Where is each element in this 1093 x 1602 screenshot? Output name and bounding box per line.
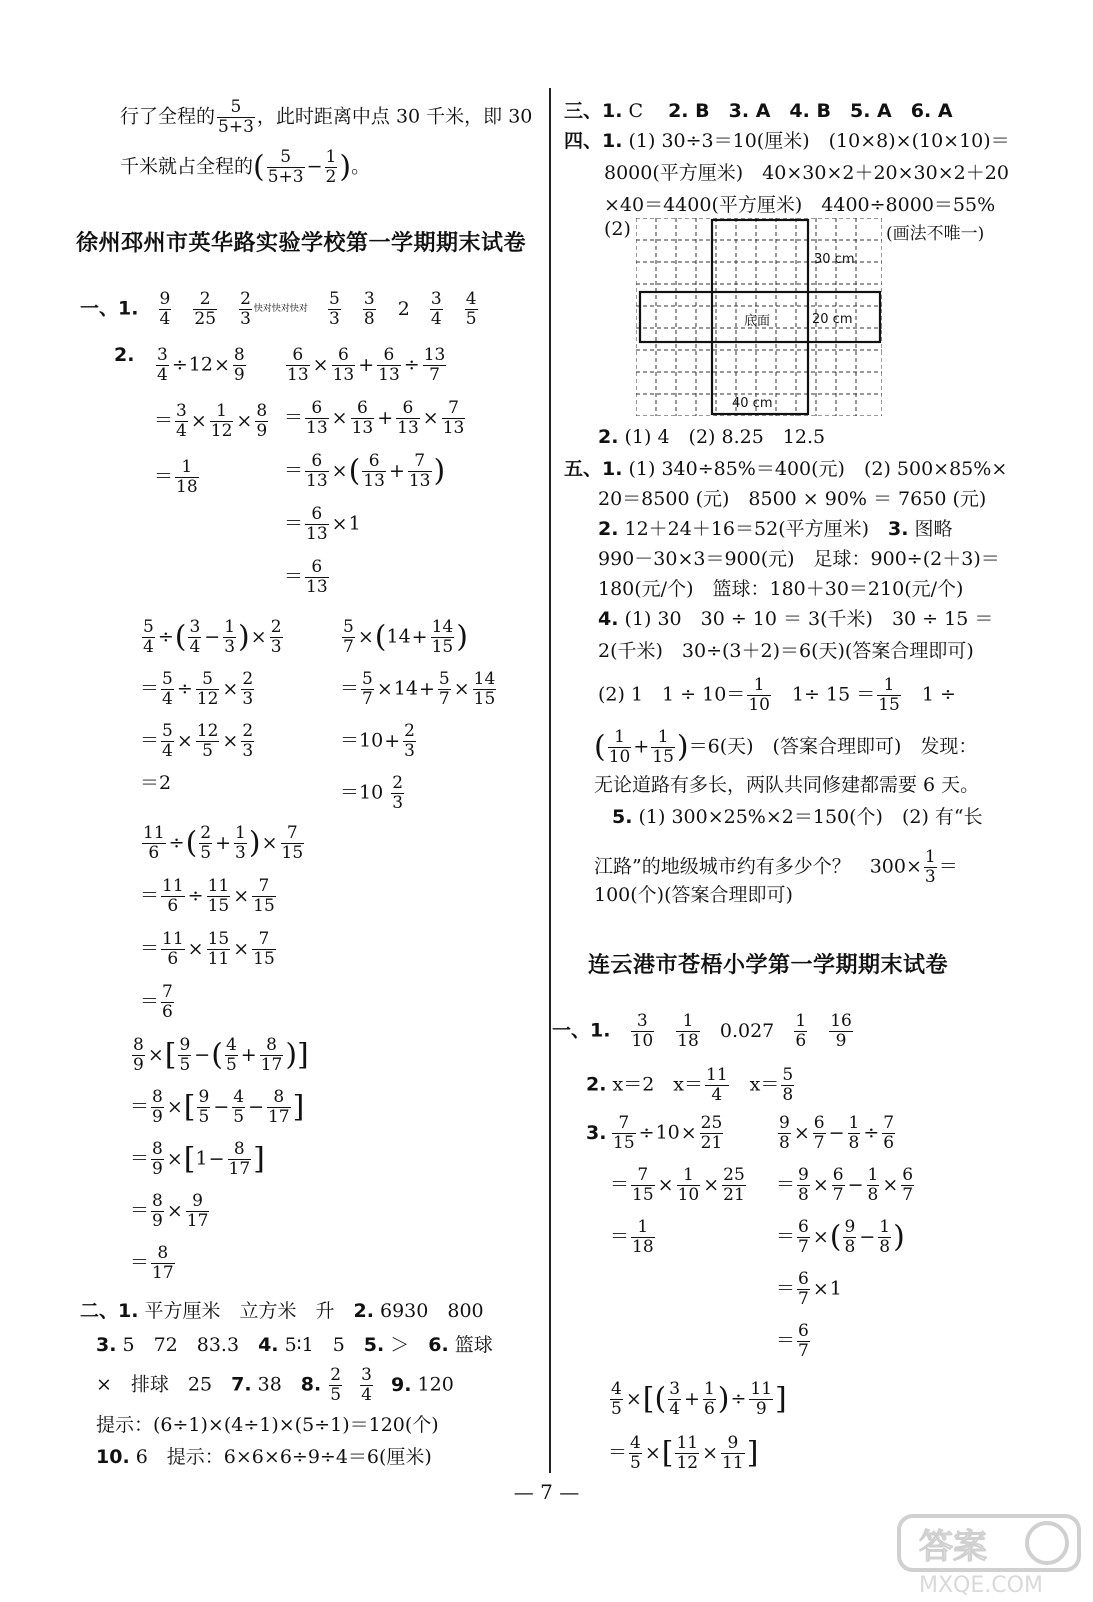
calc-line: ＝ $\frac{11}{6}$ ÷ $\frac{11}{15}$ × $\frac{7}{15}$	[140, 876, 275, 917]
calc-line: ＝ $\frac{6}{13}$ ×1	[284, 504, 361, 545]
fraction: $\frac{2}{5}$	[330, 1365, 342, 1406]
calc-line: ＝10 $\frac{2}{3}$	[340, 773, 404, 814]
fraction: $\frac{3}{10}$	[631, 1011, 654, 1052]
p2-line-2: 2. x＝2 x＝ $\frac{11}{4}$ x＝ $\frac{5}{8}$	[586, 1065, 794, 1106]
calc-line: ＝ $\frac{9}{8}$ × $\frac{6}{7}$ − $\frac{1}{8}$ × $\frac{6}{7}$	[776, 1165, 914, 1206]
wu-line-12: 江路”的地级城市约有多少个？ 300× $\frac{1}{3}$ ＝	[594, 847, 958, 888]
wu-line-1: 五、1. (1) 340÷85%＝400(元) (2) 500×85%×	[564, 458, 1008, 480]
calc-line: $\frac{6}{13}$ × $\frac{6}{13}$ + $\frac{6}{13}$ ÷ $\frac{13}{7}$	[287, 345, 446, 386]
wu-line-11: 5. (1) 300×25%×2＝150(个) (2) 有“长	[612, 806, 983, 828]
calc-line: ＝2	[140, 772, 172, 794]
svg-text:MXQE.COM: MXQE.COM	[919, 1573, 1043, 1598]
calc-line: $\frac{9}{8}$ × $\frac{6}{7}$ − $\frac{1}{8}$ ÷ $\frac{7}{6}$	[779, 1113, 895, 1154]
column-divider	[549, 88, 551, 1473]
calc-line: $\frac{5}{7}$ ×(14+ $\frac{14}{15}$ )	[343, 617, 468, 658]
fraction: $\frac{3}{4}$	[430, 289, 442, 330]
net-diagram	[636, 218, 882, 416]
calc-line: ＝ $\frac{5}{7}$ ×14+ $\frac{5}{7}$ × $\frac{14}{15}$	[340, 669, 496, 710]
fraction: $\frac{9}{4}$	[159, 289, 171, 330]
label-30cm: 30 cm	[814, 252, 855, 267]
intro-text: 行了全程的	[120, 105, 216, 128]
calc-line: ＝ $\frac{1}{18}$	[154, 457, 198, 498]
intro-text: 千米就占全程的	[120, 155, 254, 178]
fraction: $\frac{1}{10}$	[748, 675, 770, 716]
calc-line: $\frac{7}{15}$ ÷10× $\frac{25}{21}$	[613, 1113, 723, 1154]
exam-title-2: 连云港市苍梧小学第一学期期末试卷	[588, 953, 949, 978]
san-line: 三、1. C 2. B 3. A 4. B 5. A 6. A	[564, 100, 953, 122]
fraction: $\frac{3}{4}$	[361, 1365, 372, 1406]
calc-line: ＝ $\frac{8}{17}$	[130, 1243, 174, 1284]
fraction: $\frac{1}{6}$	[795, 1011, 807, 1052]
intro-line-2: 千米就占全程的( $\frac{5}{5+3}$ − $\frac{1}{2}$ )。	[120, 147, 371, 188]
calc-line: ＝ $\frac{3}{4}$ × $\frac{1}{12}$ × $\frac{8}{9}$	[154, 401, 268, 442]
intro-text: ，此时距离中点 30 千米，即 30	[256, 105, 533, 128]
p2-q3-label: 3.	[586, 1122, 607, 1144]
si-line-5: 2. (1) 4 (2) 8.25 12.5	[598, 426, 826, 448]
exam-title-1: 徐州邳州市英华路实验学校第一学期期末试卷	[76, 231, 527, 256]
watermark-logo	[889, 1508, 1089, 1598]
wu-line-4: 990－30×3＝900(元) 足球：900÷(2＋3)＝	[598, 548, 1000, 570]
wu-line-6: 4. (1) 30 30 ÷ 10 ＝ 3(千米) 30 ÷ 15 ＝	[598, 608, 994, 630]
calc-line: ＝10+ $\frac{2}{3}$	[340, 721, 415, 762]
label-20cm: 20 cm	[812, 312, 853, 327]
q-er-line-2: 3. 5 72 83.3 4. 5∶1 5 5. ＞ 6. 篮球	[96, 1334, 493, 1356]
fraction: $\frac{2}{3}$	[240, 289, 251, 330]
fraction: $\frac{4}{5}$	[465, 289, 477, 330]
intro-line-1	[120, 98, 532, 137]
q-er-line-5: 10. 6 提示：6×6×6÷9÷4＝6(厘米)	[96, 1446, 432, 1468]
calc-line: ＝ $\frac{5}{4}$ ÷ $\frac{5}{12}$ × $\frac{2}{3}$	[140, 669, 254, 710]
calc-line: ＝ $\frac{8}{9}$ ×[1− $\frac{8}{17}$ ]	[130, 1139, 265, 1180]
calc-line: ＝ $\frac{6}{13}$ × $\frac{6}{13}$ + $\frac{6}{13}$ × $\frac{7}{13}$	[284, 398, 465, 439]
fraction: $\frac{5}{3}$	[328, 289, 340, 330]
calc-line: ＝ $\frac{6}{7}$ ×1	[776, 1269, 842, 1310]
wu-line-5: 180(元/个) 篮球：180＋30＝210(元/个)	[598, 578, 964, 600]
p2-line-1: 一、1. $\frac{3}{10}$ $\frac{1}{18}$ 0.027 $\frac{1}{6}$ $\frac{16}{9}$	[552, 1011, 852, 1052]
calc-line: ＝ $\frac{7}{15}$ × $\frac{1}{10}$ × $\frac{25}{21}$	[610, 1165, 745, 1206]
calc-line: $\frac{3}{4}$ ÷12× $\frac{8}{9}$	[157, 345, 245, 386]
fraction: $\frac{1}{15}$	[878, 675, 900, 716]
wu-line-10: 无论道路有多长，两队共同修建都需要 6 天。	[594, 774, 980, 796]
calc-line: ＝ $\frac{8}{9}$ × $\frac{9}{17}$	[130, 1191, 209, 1232]
wu-line-8: (2) 1 1 ÷ 10＝ $\frac{1}{10}$ 1÷ 15 ＝ $\frac{1}{15}$ 1 ÷	[598, 675, 956, 716]
calc-line: ＝ $\frac{5}{4}$ × $\frac{12}{5}$ × $\frac{2}{3}$	[140, 721, 254, 762]
calc-line: $\frac{4}{5}$ ×[( $\frac{3}{4}$ + $\frac{1}{6}$ )÷ $\frac{11}{9}$ ]	[611, 1379, 787, 1420]
fraction: $\frac{1}{3}$	[924, 847, 936, 888]
question-label: 一、1.	[80, 297, 139, 320]
q1-line: 一、1. $\frac{9}{4}$ $\frac{2}{25}$ $\frac{2}{3}$ 快对快对快对 $\frac{5}{3}$ $\frac{3}{8}$ 2 $\frac{3}{4}$ $\frac{4}{5}$	[80, 289, 477, 330]
fraction: $\frac{1}{2}$	[325, 147, 337, 188]
q-er-line-3: × 排球 25 7. 38 8. $\frac{2}{5}$ $\frac{3}{4}$ 9. 120	[96, 1365, 454, 1406]
calc-line: $\frac{11}{6}$ ÷( $\frac{2}{5}$ + $\frac{1}{3}$ )× $\frac{7}{15}$	[143, 823, 304, 864]
calc-line: $\frac{5}{4}$ ÷( $\frac{3}{4}$ − $\frac{1}{3}$ )× $\frac{2}{3}$	[143, 617, 282, 658]
calc-line: ＝ $\frac{6}{7}$ ×( $\frac{9}{8}$ − $\frac{1}{8}$ )	[776, 1217, 905, 1258]
si-line-2: 8000(平方厘米) 40×30×2＋20×30×2＋20	[604, 162, 1009, 184]
fraction: $\frac{5}{5+3}$	[218, 97, 254, 138]
q2-label: 2.	[114, 344, 135, 366]
q-er-line-4: 提示：(6÷1)×(4÷1)×(5÷1)＝120(个)	[96, 1414, 439, 1436]
wu-line-3: 2. 12＋24＋16＝52(平方厘米) 3. 图略	[598, 518, 953, 540]
si-line-1: 四、1. (1) 30÷3＝10(厘米) (10×8)×(10×10)＝	[564, 130, 1010, 152]
label-base: 底面	[744, 314, 771, 329]
wu-line-13: 100(个)(答案合理即可)	[594, 884, 793, 906]
calc-line: ＝ $\frac{11}{6}$ × $\frac{15}{11}$ × $\frac{7}{15}$	[140, 929, 275, 970]
si-line-3: ×40＝4400(平方厘米) 4400÷8000＝55%	[604, 194, 996, 216]
wu-line-7: 2(千米) 30÷(3＋2)＝6(天)(答案合理即可)	[598, 640, 974, 662]
calc-line: ＝ $\frac{8}{9}$ ×[ $\frac{9}{5}$ − $\frac{4}{5}$ − $\frac{8}{17}$ ]	[130, 1087, 305, 1128]
label-40cm: 40 cm	[732, 396, 773, 411]
fraction: $\frac{11}{4}$	[706, 1065, 728, 1106]
calc-line: ＝ $\frac{6}{13}$ ×( $\frac{6}{13}$ + $\frac{7}{13}$ )	[284, 451, 446, 492]
svg-text:答案: 答案	[919, 1527, 987, 1567]
wu-line-2: 20＝8500 (元) 8500 × 90% ＝ 7650 (元)	[598, 488, 987, 510]
fraction: $\frac{3}{8}$	[363, 289, 375, 330]
fraction: $\frac{2}{25}$	[194, 289, 217, 330]
calc-line: ＝ $\frac{1}{18}$	[610, 1217, 654, 1258]
q-er-line-1: 二、1. 平方厘米 立方米 升 2. 6930 800	[80, 1300, 484, 1322]
fraction: $\frac{1}{18}$	[677, 1011, 699, 1052]
watermark-svg	[889, 1508, 1089, 1598]
si-line-4-note: (画法不唯一)	[886, 224, 985, 244]
fraction: $\frac{5}{8}$	[782, 1065, 794, 1106]
fraction: $\frac{16}{9}$	[830, 1011, 852, 1052]
calc-line: ＝ $\frac{6}{7}$	[776, 1321, 809, 1362]
calc-line: ＝ $\frac{6}{13}$	[284, 557, 328, 598]
wu-line-9: ( $\frac{1}{10}$ + $\frac{1}{15}$ )＝6(天) (答案合理即可) 发现：	[594, 727, 978, 768]
small-note: 快对快对快对	[253, 304, 308, 315]
fraction: $\frac{1}{10}$	[608, 727, 631, 768]
fraction: $\frac{1}{15}$	[652, 727, 674, 768]
calc-line: $\frac{8}{9}$ ×[ $\frac{9}{5}$ −( $\frac{4}{5}$ + $\frac{8}{17}$ )]	[133, 1035, 309, 1076]
calc-line: ＝ $\frac{4}{5}$ ×[ $\frac{11}{12}$ × $\frac{9}{11}$ ]	[608, 1433, 759, 1474]
si-line-4-label: (2)	[604, 218, 631, 240]
fraction: $\frac{5}{5+3}$	[267, 147, 304, 188]
calc-line: ＝ $\frac{7}{6}$	[140, 982, 173, 1023]
page-number: — 7 —	[513, 1480, 580, 1504]
